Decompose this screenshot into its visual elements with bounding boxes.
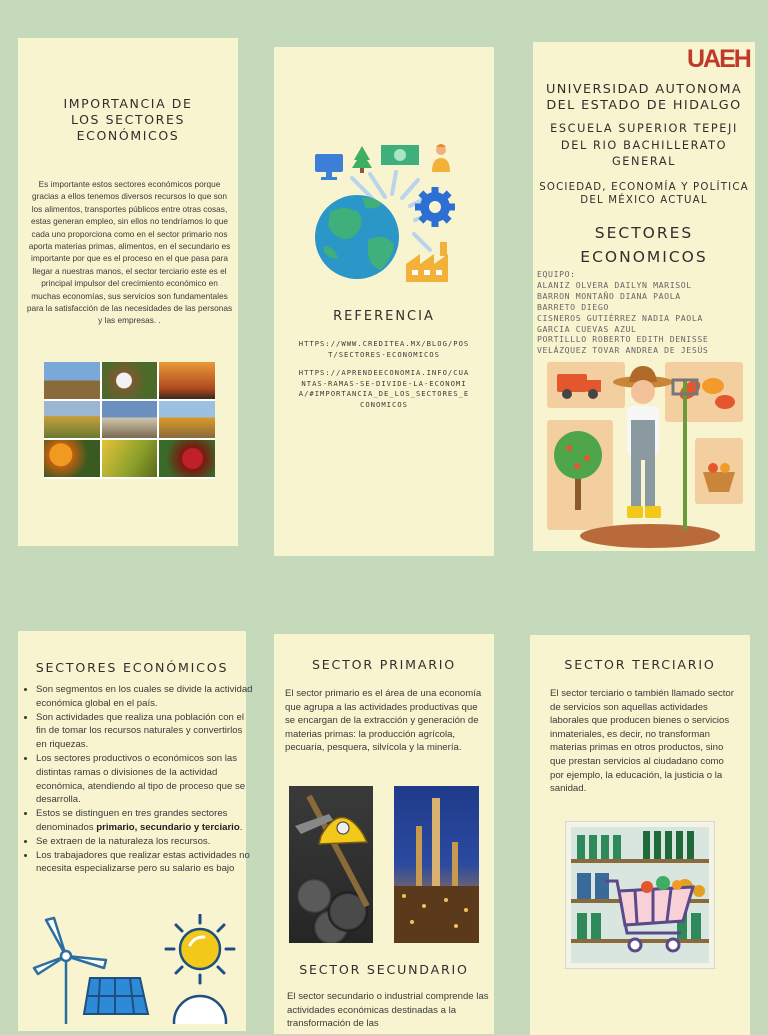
collage-sunset-tree	[159, 362, 215, 399]
team-member: BARRON MONTAÑO DIANA PAOLA	[537, 290, 681, 301]
collage-fruits	[159, 440, 215, 477]
panel-portada	[533, 42, 755, 551]
sectores-title: SECTORES ECONÓMICOS	[35, 660, 229, 675]
cover-title: SECTORES ECONOMICOS	[580, 224, 708, 266]
team-member: PORTILLLO ROBERTO EDITH DENISSE	[537, 334, 709, 345]
sectores-bullets	[21, 683, 254, 876]
bullet-item: • Se extraen de la naturaleza los recursos.	[36, 835, 254, 849]
importancia-title: IMPORTANCIA DE LOS SECTORES ECONÓMICOS	[63, 96, 193, 143]
team-member: BARRETO DIEGO	[537, 301, 609, 312]
panel-primario	[274, 634, 494, 1034]
panel-referencia	[274, 47, 494, 556]
primario-title: SECTOR PRIMARIO	[311, 657, 457, 672]
bullet-text-end: .	[239, 821, 243, 833]
team-list	[537, 269, 751, 356]
bullet-text: Estos se distinguen en tres grandes sectores denominados	[36, 808, 228, 833]
panel-sectores	[18, 631, 253, 1031]
collage-oranges	[44, 440, 100, 477]
bullet-item: • Son segmentos en los cuales se divide la actividad económica global en el país.	[36, 683, 254, 711]
primario-text: El sector primario es el área de una economía que agrupa a las actividades productivas que se encargan de la extracción y generación de materias primas: la producción agrícola, pecuaria, pesquera, silvícola y la minería.	[285, 688, 482, 754]
importancia-text: Es importante estos sectores económicos porque gracias a ellos tenemos diversos recursos lo que son los alimentos, transportes públicos entre otras cosas, estas generan empleo, sin ellos no tendríamos lo que cada uno proporciona como en el sector primario nos aporta materias primas, alimentos, en el secundario es importante por que es el proceso en el que pasa para llegar a nuestras manos, el sector terciario este es el principal impulsor del crecimiento económico en muchas economías, sus servicios son fundamentales para la satisfacción de las necesidades de las personas y las empresas. .	[26, 179, 233, 326]
sun-icon	[166, 915, 234, 983]
uaeh-logo	[687, 45, 750, 74]
bullet-item: • Son actividades que realiza una población con el fin de tomar los recursos naturales y convertirlos en riquezas.	[36, 711, 254, 752]
farmer-figure	[613, 366, 697, 530]
mining-photo	[289, 786, 373, 943]
secundario-text: El sector secundario o industrial comprende las actividades económicas destinadas a la transformación de las	[287, 991, 489, 1030]
lightbulb-icon	[174, 996, 226, 1024]
team-member: GARCIA CUEVAS AZUL	[537, 323, 637, 334]
collage-bananas	[102, 440, 158, 477]
collage-tractor	[44, 401, 100, 438]
worker-icon	[432, 144, 450, 172]
school-name: ESCUELA SUPERIOR TEPEJI DEL RIO BACHILLERATO GENERAL	[550, 122, 738, 169]
supermarket-illustration	[565, 821, 715, 969]
collage-oil-pump	[44, 362, 100, 399]
energy-illustration	[28, 914, 238, 1024]
collage-field	[102, 401, 158, 438]
bullet-item: • Los sectores productivos o económicos son las distintas ramas o divisiones de la actividad económica, atendiendo al tipo de proceso que se desarrolla.	[36, 752, 254, 807]
team-member: CISNEROS GUTIÉRREZ NADIA PAOLA	[537, 312, 703, 323]
refinery-photo	[394, 786, 479, 943]
reference-link-2[interactable]: HTTPS://APRENDEECONOMIA.INFO/CUANTAS-RAMAS-SE-DIVIDE-LA-ECONOMIA/#IMPORTANCIA_DE_LOS_SECTORES_ECONOMICOS	[298, 368, 470, 409]
secundario-title: SECTOR SECUNDARIO	[299, 962, 469, 977]
economic-activities-collage	[44, 362, 215, 479]
referencia-title: REFERENCIA	[333, 309, 435, 324]
panel-importancia	[18, 38, 238, 546]
globe-icon	[315, 195, 399, 279]
team-member: ALANIZ OLVERA DAILYN MARISOL	[537, 279, 692, 290]
farmer-icon	[545, 360, 745, 550]
reference-link-1[interactable]: HTTPS://WWW.CREDITEA.MX/BLOG/POST/SECTORES-ECONOMICOS	[298, 339, 470, 359]
tree-icon	[352, 146, 372, 173]
collage-cotton	[102, 362, 158, 399]
solar-panel-icon	[84, 978, 148, 1014]
money-icon	[381, 145, 419, 165]
bullet-item: • Los trabajadores que realizar estas actividades no necesita especializarse pero su salario es bajo	[36, 849, 254, 877]
uaeh-logo-text: UAEH	[687, 45, 750, 73]
bullet-item	[36, 807, 254, 835]
gear-icon	[415, 187, 455, 227]
team-label: EQUIPO:	[537, 269, 576, 279]
terciario-title: SECTOR TERCIARIO	[564, 657, 716, 672]
collage-excavator	[159, 401, 215, 438]
terciario-text: El sector terciario o también llamado sector de servicios son aquellas actividades laborales que producen bienes o servicios inmateriales, es decir, no transforman materias primas en otros productos, sino que prestan servicios al ciudadano como por ejemplo, la educación, la justicia o la sanidad.	[550, 688, 734, 795]
subject-name: SOCIEDAD, ECONOMÍA Y POLÍTICA DEL MÉXICO ACTUAL	[539, 182, 749, 207]
university-name: UNIVERSIDAD AUTONOMA DEL ESTADO DE HIDALGO	[545, 82, 743, 113]
panel-terciario	[530, 635, 750, 1035]
factory-tower-icon	[394, 786, 479, 943]
bullet-bold-text: primario, secundario y terciario	[96, 821, 240, 833]
team-member: VELÁZQUEZ TOVAR ANDREA DE JESÚS	[537, 345, 709, 356]
helmet-icon	[289, 786, 373, 943]
economy-illustration	[310, 142, 470, 292]
monitor-icon	[315, 154, 343, 180]
